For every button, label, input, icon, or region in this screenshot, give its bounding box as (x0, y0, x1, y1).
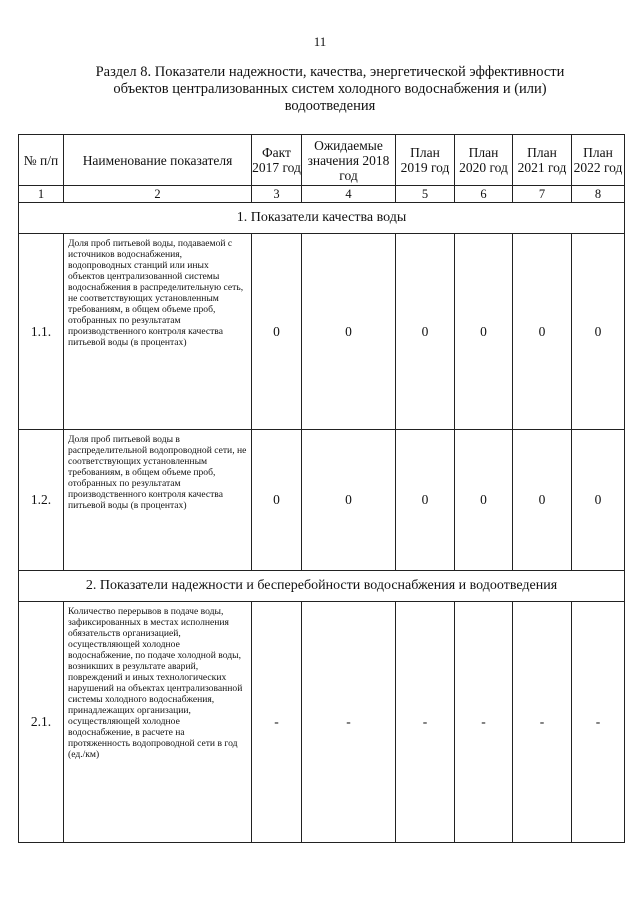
row-value: 0 (396, 234, 455, 430)
section-title-line-3: водоотведения (284, 98, 376, 114)
row-value: 0 (513, 430, 572, 571)
row-value: 0 (396, 430, 455, 571)
table-row (19, 430, 625, 571)
column-number: 7 (513, 186, 572, 203)
row-value: - (252, 602, 302, 843)
row-value: 0 (455, 234, 513, 430)
header-fact-2017: Факт 2017 год (252, 135, 302, 186)
row-description: Количество перерывов в подаче воды, зафиксированных в местах исполнения обязательств организацией, осуществляющей холодное водоснабжение, по подаче холодной воды, возникших в результате аварий, повреждений и иных технологических нарушений на объектах централизованной системы холодного водоснабжения, принадлежащих организации, осуществляющей холодное водоснабжение, в расчете на протяженность водопроводной сети в год (ед./км) (64, 602, 252, 843)
page-number: 11 (313, 34, 327, 49)
column-number: 4 (302, 186, 396, 203)
header-plan-2021: План 2021 год (513, 135, 572, 186)
header-row (19, 135, 625, 186)
header-plan-2020: План 2020 год (455, 135, 513, 186)
row-number: 1.2. (19, 430, 64, 571)
row-description: Доля проб питьевой воды в распределительной водопроводной сети, не соответствующих установленным требованиям, в общем объеме проб, отобранных по результатам производственного контроля качества питьевой воды (в процентах) (64, 430, 252, 571)
indicators-table (18, 134, 625, 843)
table-row (19, 234, 625, 430)
row-value: 0 (252, 234, 302, 430)
column-number: 2 (64, 186, 252, 203)
section-title-line-1: Раздел 8. Показатели надежности, качества, энергетической эффективности (95, 64, 565, 80)
header-expected-2018: Ожидаемые значения 2018 год (302, 135, 396, 186)
table-row (19, 602, 625, 843)
row-number: 2.1. (19, 602, 64, 843)
row-value: 0 (572, 430, 625, 571)
row-value: 0 (455, 430, 513, 571)
group-heading-quality: 1. Показатели качества воды (19, 203, 625, 234)
section-title (40, 64, 620, 115)
row-value: 0 (302, 430, 396, 571)
column-number: 8 (572, 186, 625, 203)
row-value: 0 (252, 430, 302, 571)
section-title-line-2: объектов централизованных систем холодного водоснабжения и (или) (113, 81, 547, 97)
row-value: - (302, 602, 396, 843)
row-value: 0 (513, 234, 572, 430)
row-value: - (513, 602, 572, 843)
row-value: - (572, 602, 625, 843)
row-value: 0 (302, 234, 396, 430)
row-value: - (455, 602, 513, 843)
column-number: 6 (455, 186, 513, 203)
header-plan-2022: План 2022 год (572, 135, 625, 186)
header-plan-2019: План 2019 год (396, 135, 455, 186)
header-no: № п/п (19, 135, 64, 186)
column-number: 5 (396, 186, 455, 203)
group-row-quality (19, 203, 625, 234)
row-value: - (396, 602, 455, 843)
column-number-row (19, 186, 625, 203)
header-name: Наименование показателя (64, 135, 252, 186)
column-number: 1 (19, 186, 64, 203)
row-value: 0 (572, 234, 625, 430)
group-heading-reliability: 2. Показатели надежности и бесперебойности водоснабжения и водоотведения (19, 571, 625, 602)
group-row-reliability (19, 571, 625, 602)
row-description: Доля проб питьевой воды, подаваемой с источников водоснабжения, водопроводных станций или иных объектов централизованной системы водоснабжения в распределительную сеть, не соответствующих установленным требованиям, в общем объеме проб, отобранных по результатам производственного контроля качества питьевой воды (в процентах) (64, 234, 252, 430)
row-number: 1.1. (19, 234, 64, 430)
column-number: 3 (252, 186, 302, 203)
